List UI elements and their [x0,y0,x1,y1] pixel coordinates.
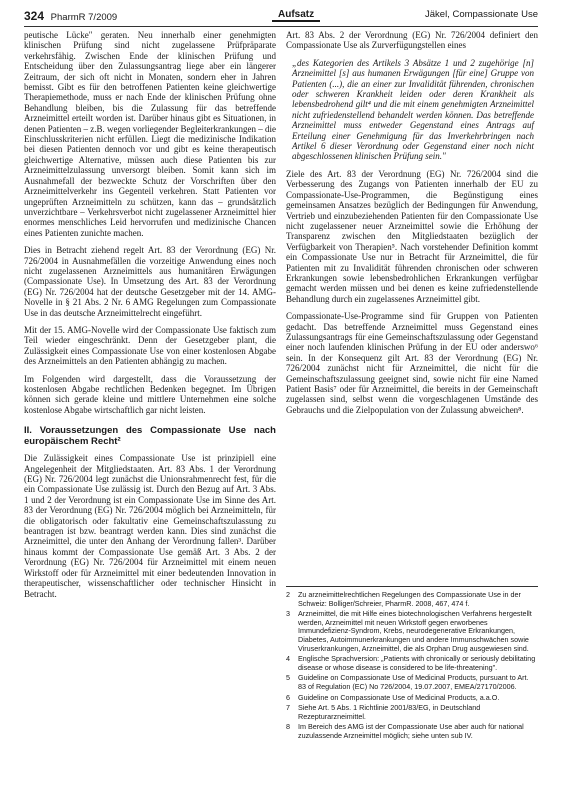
footnote-text: Zu arzneimittelrechtlichen Regelungen des Compassionate Use in der Schweiz: Bolliger/Schreier, PharmR. 2008, 467, 474 f. [298,590,521,608]
page-number: 324 [24,9,45,23]
section-heading: II. Voraussetzungen des Compassionate Use nach europäischem Recht² [24,425,276,448]
footnote-number: 3 [286,609,290,619]
footnote [286,591,538,608]
left-column [24,30,276,606]
paragraph: Die Zulässigkeit eines Compassionate Use ist prinzipiell eine Angelegenheit der Mitgliedstaaten. Art. 83 Abs. 1 der Verordnung (EG) Nr. 726/2004 legt zunächst die Unionsrahmenrecht fest, für die ein Compassionate Use zulässig ist. Durch den Bezug auf Art. 3 Abs. 1 und 2 der Verordnung ist ein Compassionate Use im Sinne des Art. 83 der Verordnung (EG) Nr. 726/2004 möglich bei Arzneimitteln, für die obligatorisch oder fakultativ eine Gemeinschaftszulassung zu beantragen ist bzw. beantragt werden kann. Dies sind zunächst die Arzneimittel, die unter den Anhang der Verordnung fallen³. Darüber hinaus kommt der Compassionate Use gemäß Art. 3 Abs. 2 der Verordnung (EG) Nr. 726/2004 für Arzneimittel mit einem neuen Wirkstoff oder für Arzneimittel mit einer bedeutenden Innovation in therapeutischer, wissenschaftlicher oder technischer Hinsicht in Betracht. [24,453,276,599]
paragraph: peutische Lücke" geraten. Neu innerhalb einer genehmigten klinischen Prüfung sind nicht zugelassene Prüfpräparate verkehrsfähig. Zwischen Ende der klinischen Prüfung und Entscheidung über den Zulassungsantrag liege aber ein längerer Zeitraum, der sich oft nicht in Monaten, sondern eher in Jahren bemisst. Gibt es für den betroffenen Patienten keine gleichwertige Therapiemethode, muss er nach Ende der klinischen Prüfung ohne Behandlung bleiben, bis die Zulassung für das betreffende Arzneimittel erteilt worden ist. Darüber hinaus gibt es Situationen, in denen Patienten – z.B. wegen vorliegender Begleiterkrankungen – die Einschlusskriterien nicht erfüllen. Liegt die medizinische Indikation bei diesen Patienten dennoch vor und gibt es keine therapeutisch gleichwertige Alternative, müssen auch diese Patienten bis zur Arzneimittelzulassung unversorgt bleiben. Somit kann sich im Ausnahmefall der bezweckte Schutz der Vorschriften über den Arzneimittelverkehr ins Gegenteil verkehren. Statt Patienten vor ungeprüften Arzneimitteln zu schützen, kann das – grundsätzlich unverzichtbare – Verkehrsverbot nicht zugelassener Arzneimittel hier enormes menschliches Leid hervorrufen und medizinische Chancen eines Patienten zunichte machen. [24,30,276,238]
paragraph: Dies in Betracht ziehend regelt Art. 83 der Verordnung (EG) Nr. 726/2004 in Ausnahmefällen die vorzeitige Anwendung eines noch nicht zugelassenen Arzneimittels aus humanitären Erwägungen (Compassionate Use). In Umsetzung des Art. 83 der Verordnung (EG) Nr. 726/2004 hat der deutsche Gesetzgeber mit der 14. AMG-Novelle in § 21 Abs. 2 Nr. 6 AMG Regelungen zum Compassionate Use in das deutsche Arzneimittelrecht eingeführt. [24,245,276,318]
footnote [286,694,538,703]
footnote-number: 8 [286,722,290,732]
right-column [286,30,538,422]
footnote-number: 7 [286,703,290,713]
legal-quote: „des Kategorien des Artikels 3 Absätze 1 und 2 zugehörige [n] Arzneimittel [s] aus humanen Erwägungen [für eine] Gruppe von Patienten (...), die an einer zur Invalidität führenden, chronischen oder schweren Krankheit leiden oder deren Krankheit als lebensbedrohend gilt⁴ und die mit einem genehmigten Arzneimittel nicht zufriedenstellend behandelt werden können. Das betreffende Arzneimittel muss entweder Gegenstand eines Antrags auf Erteilung einer Genehmigung für das Inverkehrbringen nach Artikel 6 dieser Verordnung oder Gegenstand einer noch nicht abgeschlossenen klinischen Prüfung sein." [292,57,534,162]
footnote-text: Englische Sprachversion: „Patients with chronically or seriously debilitating disease or whose disease is considered to be life-threatening". [298,654,536,672]
author-title: Jäkel, Compassionate Use [425,9,538,20]
footnote-number: 4 [286,654,290,664]
footnote [286,674,538,691]
header-left [24,9,117,23]
footnote-number: 6 [286,692,290,702]
footnote-text: Im Bereich des AMG ist der Compassionate Use aber auch für national zuzulassende Arzneimittel möglich; siehe unten sub IV. [298,722,524,740]
footnote [286,655,538,672]
footnotes [286,586,538,743]
paragraph: Compassionate-Use-Programme sind für Gruppen von Patienten gedacht. Das betreffende Arzneimittel muss Gegenstand eines Zulassungsantrags für eine Gemeinschaftszulassung oder Gegenstand einer noch laufenden klinischen Prüfung in der EU oder anderswo⁶ sein. In der Konsequenz gilt Art. 83 der Verordnung (EG) Nr. 726/2004 zunächst nicht für Arzneimittel, die nicht für die Gemeinschaftszulassung geeignet sind, sowie nicht für eine Named Patient Basis⁷ oder für Arzneimittel, die bereits in der Gemeinschaft zugelassen sind, selbst wenn die vorgeschlagenen Umstände des Gebrauchs und die Zielpopulation von der Zulassung abweichen⁸. [286,311,538,415]
footnote-number: 2 [286,590,290,599]
page-header [24,6,538,27]
footnote-text: Arzneimittel, die mit Hilfe eines biotechnologischen Verfahrens hergestellt werden, Arzneimittel mit neuen Wirkstoff gegen erworbenes Immundefizienz-Syndrom, Krebs, neurodegenerative Erkrankungen, Diabetes, Autoimmunerkrankungen und andere Immunschwächen sowie Viruserkrankungen, Arzneimittel, die als Orphan Drug ausgewiesen sind. [298,609,532,653]
footnote-text: Siehe Art. 5 Abs. 1 Richtlinie 2001/83/EG, in Deutschland Rezepturarzneimittel. [298,703,481,721]
paragraph: Ziele des Art. 83 der Verordnung (EG) Nr. 726/2004 sind die Verbesserung des Zugangs von Patienten innerhalb der EU zu Compassionate-Use-Programmen, die Begünstigung eines gemeinsamen Ansatzes bezüglich der Bedingungen für Anwendung, Vertrieb und einzubeziehenden Patienten für den Compassionate Use nicht zugelassener neuer Arzneimittel sowie die Erhöhung der Transparenz zwischen den Mitgliedstaaten bezüglich der Verfügbarkeit von Therapien⁵. Nach vorstehender Definition kommt ein Compassionate Use nur in Betracht für Arzneimittel, die für Patienten mit zu Invalidität führenden chronischen oder schweren Erkrankungen sowie lebensbedrohlichen Erkrankungen verfügbar gemacht werden müssen und bei denen es keine zufriedenstellende Behandlung durch ein zugelassenes Arzneimittel gibt. [286,168,538,304]
paragraph: Mit der 15. AMG-Novelle wird der Compassionate Use faktisch zum Teil wieder eingeschränkt. Denn der Gesetzgeber plant, die Zulässigkeit eines Compassionate Use von einer kostenlosen Abgabe des Arzneimittels an den Patienten abhängig zu machen. [24,324,276,367]
footnote [286,723,538,740]
footnote [286,610,538,653]
paragraph: Im Folgenden wird dargestellt, dass die Voraussetzung der kostenlosen Abgabe rechtlichen Bedenken begegnet. Im Übrigen können sich gerade kleine und mittlere Unternehmen eine solche kostenlose Abgabe wirtschaftlich gar nicht leisten. [24,373,276,415]
footnote-text: Guideline on Compassionate Use of Medicinal Products, pursuant to Art. 83 of Regulation (EC) No 726/2004, 19.07.2007, EMEA/27170/2006. [298,673,529,691]
paragraph: Art. 83 Abs. 2 der Verordnung (EG) Nr. 726/2004 definiert den Compassionate Use als Zurverfügungstellen eines [286,30,538,51]
footnote-text: Guideline on Compassionate Use of Medicinal Products, a.a.O. [298,692,500,702]
footnote [286,704,538,721]
footnote-number: 5 [286,673,290,683]
journal-name: PharmR 7/2009 [50,12,118,23]
section-label: Aufsatz [272,9,320,22]
